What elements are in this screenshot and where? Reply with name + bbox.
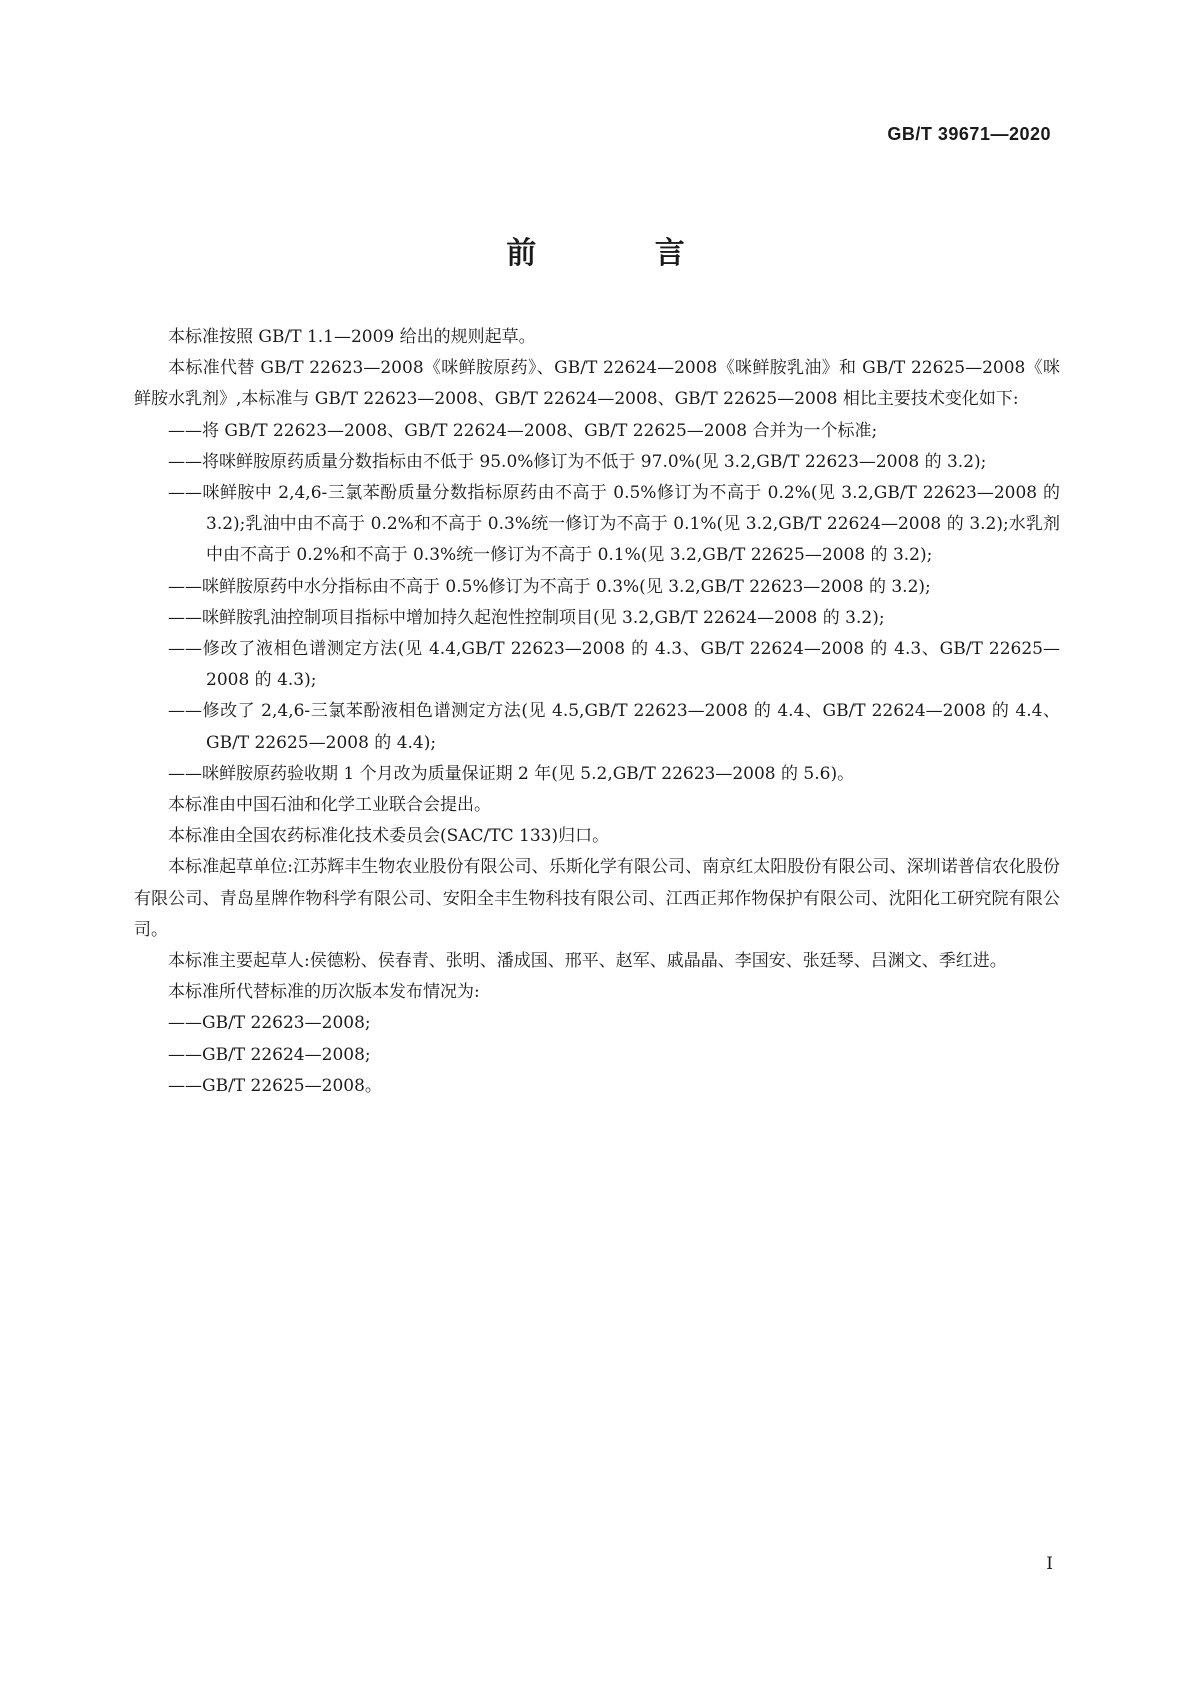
document-code: GB/T 39671—2020 [887, 124, 1051, 144]
paragraph-history-intro: 本标准所代替标准的历次版本发布情况为: [168, 982, 480, 1003]
paragraph-drafting-rules: 本标准按照 GB/T 1.1—2009 给出的规则起草。 [168, 327, 536, 347]
paragraph-replacement: 本标准代替 GB/T 22623—2008《咪鲜胺原药》、GB/T 22624—2008《咪鲜胺乳油》和 GB/T 22625—2008《咪鲜胺水乳剂》,本标准与 GB/T 22623—2008、GB/T 22624—2008、GB/T 22625—2008 相比主要技术变化如下: [134, 358, 1060, 410]
paragraph-committee: 本标准由全国农药标准化技术委员会(SAC/TC 133)归口。 [168, 826, 610, 847]
page-title: 前 言 [506, 236, 739, 271]
change-item: ——咪鲜胺原药验收期 1 个月改为质量保证期 2 年(见 5.2,GB/T 22623—2008 的 5.6)。 [168, 763, 855, 784]
document-body [134, 322, 1060, 1102]
change-item: ——将 GB/T 22623—2008、GB/T 22624—2008、GB/T 22625—2008 合并为一个标准; [168, 420, 878, 441]
change-item: ——咪鲜胺乳油控制项目指标中增加持久起泡性控制项目(见 3.2,GB/T 22624—2008 的 3.2); [168, 607, 885, 628]
change-item: ——修改了 2,4,6-三氯苯酚液相色谱测定方法(见 4.5,GB/T 22623—2008 的 4.4、GB/T 22624—2008 的 4.4、GB/T 22625—2008 的 4.4); [168, 701, 1060, 753]
history-item: ——GB/T 22624—2008; [168, 1044, 371, 1065]
change-item: ——将咪鲜胺原药质量分数指标由不低于 95.0%修订为不低于 97.0%(见 3.2,GB/T 22623—2008 的 3.2); [168, 451, 987, 472]
change-item: ——咪鲜胺原药中水分指标由不高于 0.5%修订为不高于 0.3%(见 3.2,GB/T 22623—2008 的 3.2); [168, 576, 931, 597]
paragraph-proposer: 本标准由中国石油和化学工业联合会提出。 [168, 795, 491, 816]
history-item: ——GB/T 22625—2008。 [168, 1075, 382, 1096]
paragraph-drafters: 本标准主要起草人:侯德粉、侯春青、张明、潘成国、邢平、赵军、戚晶晶、李国安、张廷琴、吕渊文、季红进。 [168, 951, 1007, 972]
paragraph-drafting-units: 本标准起草单位:江苏辉丰生物农业股份有限公司、乐斯化学有限公司、南京红太阳股份有限公司、深圳诺普信农化股份有限公司、青岛星牌作物科学有限公司、安阳全丰生物科技有限公司、江西正邦作物保护有限公司、沈阳化工研究院有限公司。 [134, 857, 1060, 940]
page-number: I [1046, 1554, 1053, 1574]
change-item: ——咪鲜胺中 2,4,6-三氯苯酚质量分数指标原药由不高于 0.5%修订为不高于 0.2%(见 3.2,GB/T 22623—2008 的 3.2);乳油中由不高于 0.2%和不高于 0.3%统一修订为不高于 0.1%(见 3.2,GB/T 22624—2008 的 3.2);水乳剂中由不高于 0.2%和不高于 0.3%统一修订为不高于 0.1%(见 3.2,GB/T 22625—2008 的 3.2); [168, 483, 1060, 566]
history-item: ——GB/T 22623—2008; [168, 1013, 371, 1034]
change-item: ——修改了液相色谱测定方法(见 4.4,GB/T 22623—2008 的 4.3、GB/T 22624—2008 的 4.3、GB/T 22625—2008 的 4.3); [168, 639, 1060, 691]
